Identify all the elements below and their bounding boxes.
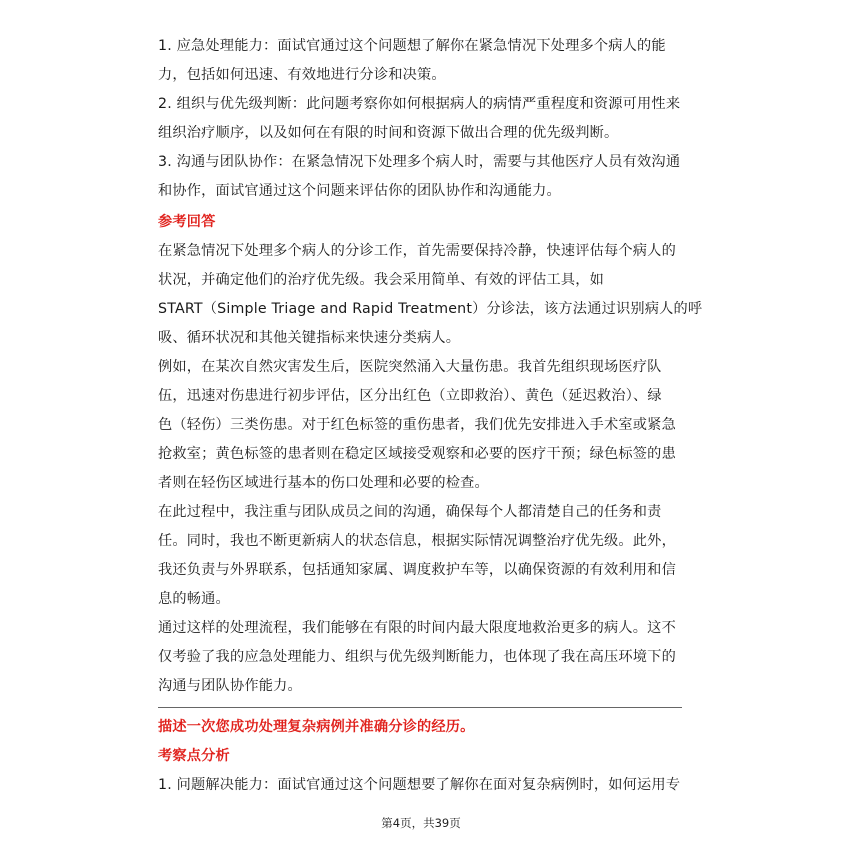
answer-line: 在紧急情况下处理多个病人的分诊工作，首先需要保持冷静，快速评估每个病人的	[158, 243, 676, 259]
answer-line: 我还负责与外界联系，包括通知家属、调度救护车等，以确保资源的有效利用和信	[158, 562, 676, 578]
answer-line: 伍，迅速对伤患进行初步评估，区分出红色（立即救治）、黄色（延迟救治）、绿	[158, 388, 662, 404]
point-line: 力，包括如何迅速、有效地进行分诊和决策。	[158, 67, 446, 83]
next-question-block	[158, 713, 688, 800]
point-line: 1. 应急处理能力：面试官通过这个问题想了解你在紧急情况下处理多个病人的能	[158, 38, 666, 54]
answer-heading: 参考回答	[158, 214, 216, 230]
answer-body	[158, 237, 703, 701]
answer-line: 者则在轻伤区域进行基本的伤口处理和必要的检查。	[158, 475, 489, 491]
answer-line: 通过这样的处理流程，我们能够在有限的时间内最大限度地救治更多的病人。这不	[158, 620, 676, 636]
answer-line: 沟通与团队协作能力。	[158, 678, 302, 694]
answer-line: 仅考验了我的应急处理能力、组织与优先级判断能力，也体现了我在高压环境下的	[158, 649, 676, 665]
answer-line: 吸、循环状况和其他关键指标来快速分类病人。	[158, 330, 461, 346]
section-divider	[158, 707, 682, 708]
point-line: 组织治疗顺序，以及如何在有限的时间和资源下做出合理的优先级判断。	[158, 125, 619, 141]
answer-line: 息的畅通。	[158, 591, 230, 607]
answer-line: 任。同时，我也不断更新病人的状态信息，根据实际情况调整治疗优先级。此外，	[158, 533, 676, 549]
analysis-heading: 考察点分析	[158, 748, 230, 764]
question-title: 描述一次您成功处理复杂病例并准确分诊的经历。	[158, 719, 475, 735]
answer-line: 在此过程中，我注重与团队成员之间的沟通，确保每个人都清楚自己的任务和责	[158, 504, 662, 520]
analysis-line: 1. 问题解决能力：面试官通过这个问题想要了解你在面对复杂病例时，如何运用专	[158, 777, 681, 793]
page-number: 第4页，共39页	[381, 816, 461, 830]
point-line: 和协作，面试官通过这个问题来评估你的团队协作和沟通能力。	[158, 183, 561, 199]
answer-line: START（Simple Triage and Rapid Treatment）分诊法，该方法通过识别病人的呼	[158, 301, 703, 317]
answer-line: 状况，并确定他们的治疗优先级。我会采用简单、有效的评估工具，如	[158, 272, 605, 288]
point-line: 2. 组织与优先级判断：此问题考察你如何根据病人的病情严重程度和资源可用性来	[158, 96, 681, 112]
page-content	[158, 32, 703, 701]
answer-line: 抢救室；黄色标签的患者则在稳定区域接受观察和必要的医疗干预；绿色标签的患	[158, 446, 676, 462]
point-line: 3. 沟通与团队协作：在紧急情况下处理多个病人时，需要与其他医疗人员有效沟通	[158, 154, 681, 170]
answer-line: 例如，在某次自然灾害发生后，医院突然涌入大量伤患。我首先组织现场医疗队	[158, 359, 662, 375]
answer-line: 色（轻伤）三类伤患。对于红色标签的重伤患者，我们优先安排进入手术室或紧急	[158, 417, 676, 433]
evaluation-points	[158, 32, 688, 206]
